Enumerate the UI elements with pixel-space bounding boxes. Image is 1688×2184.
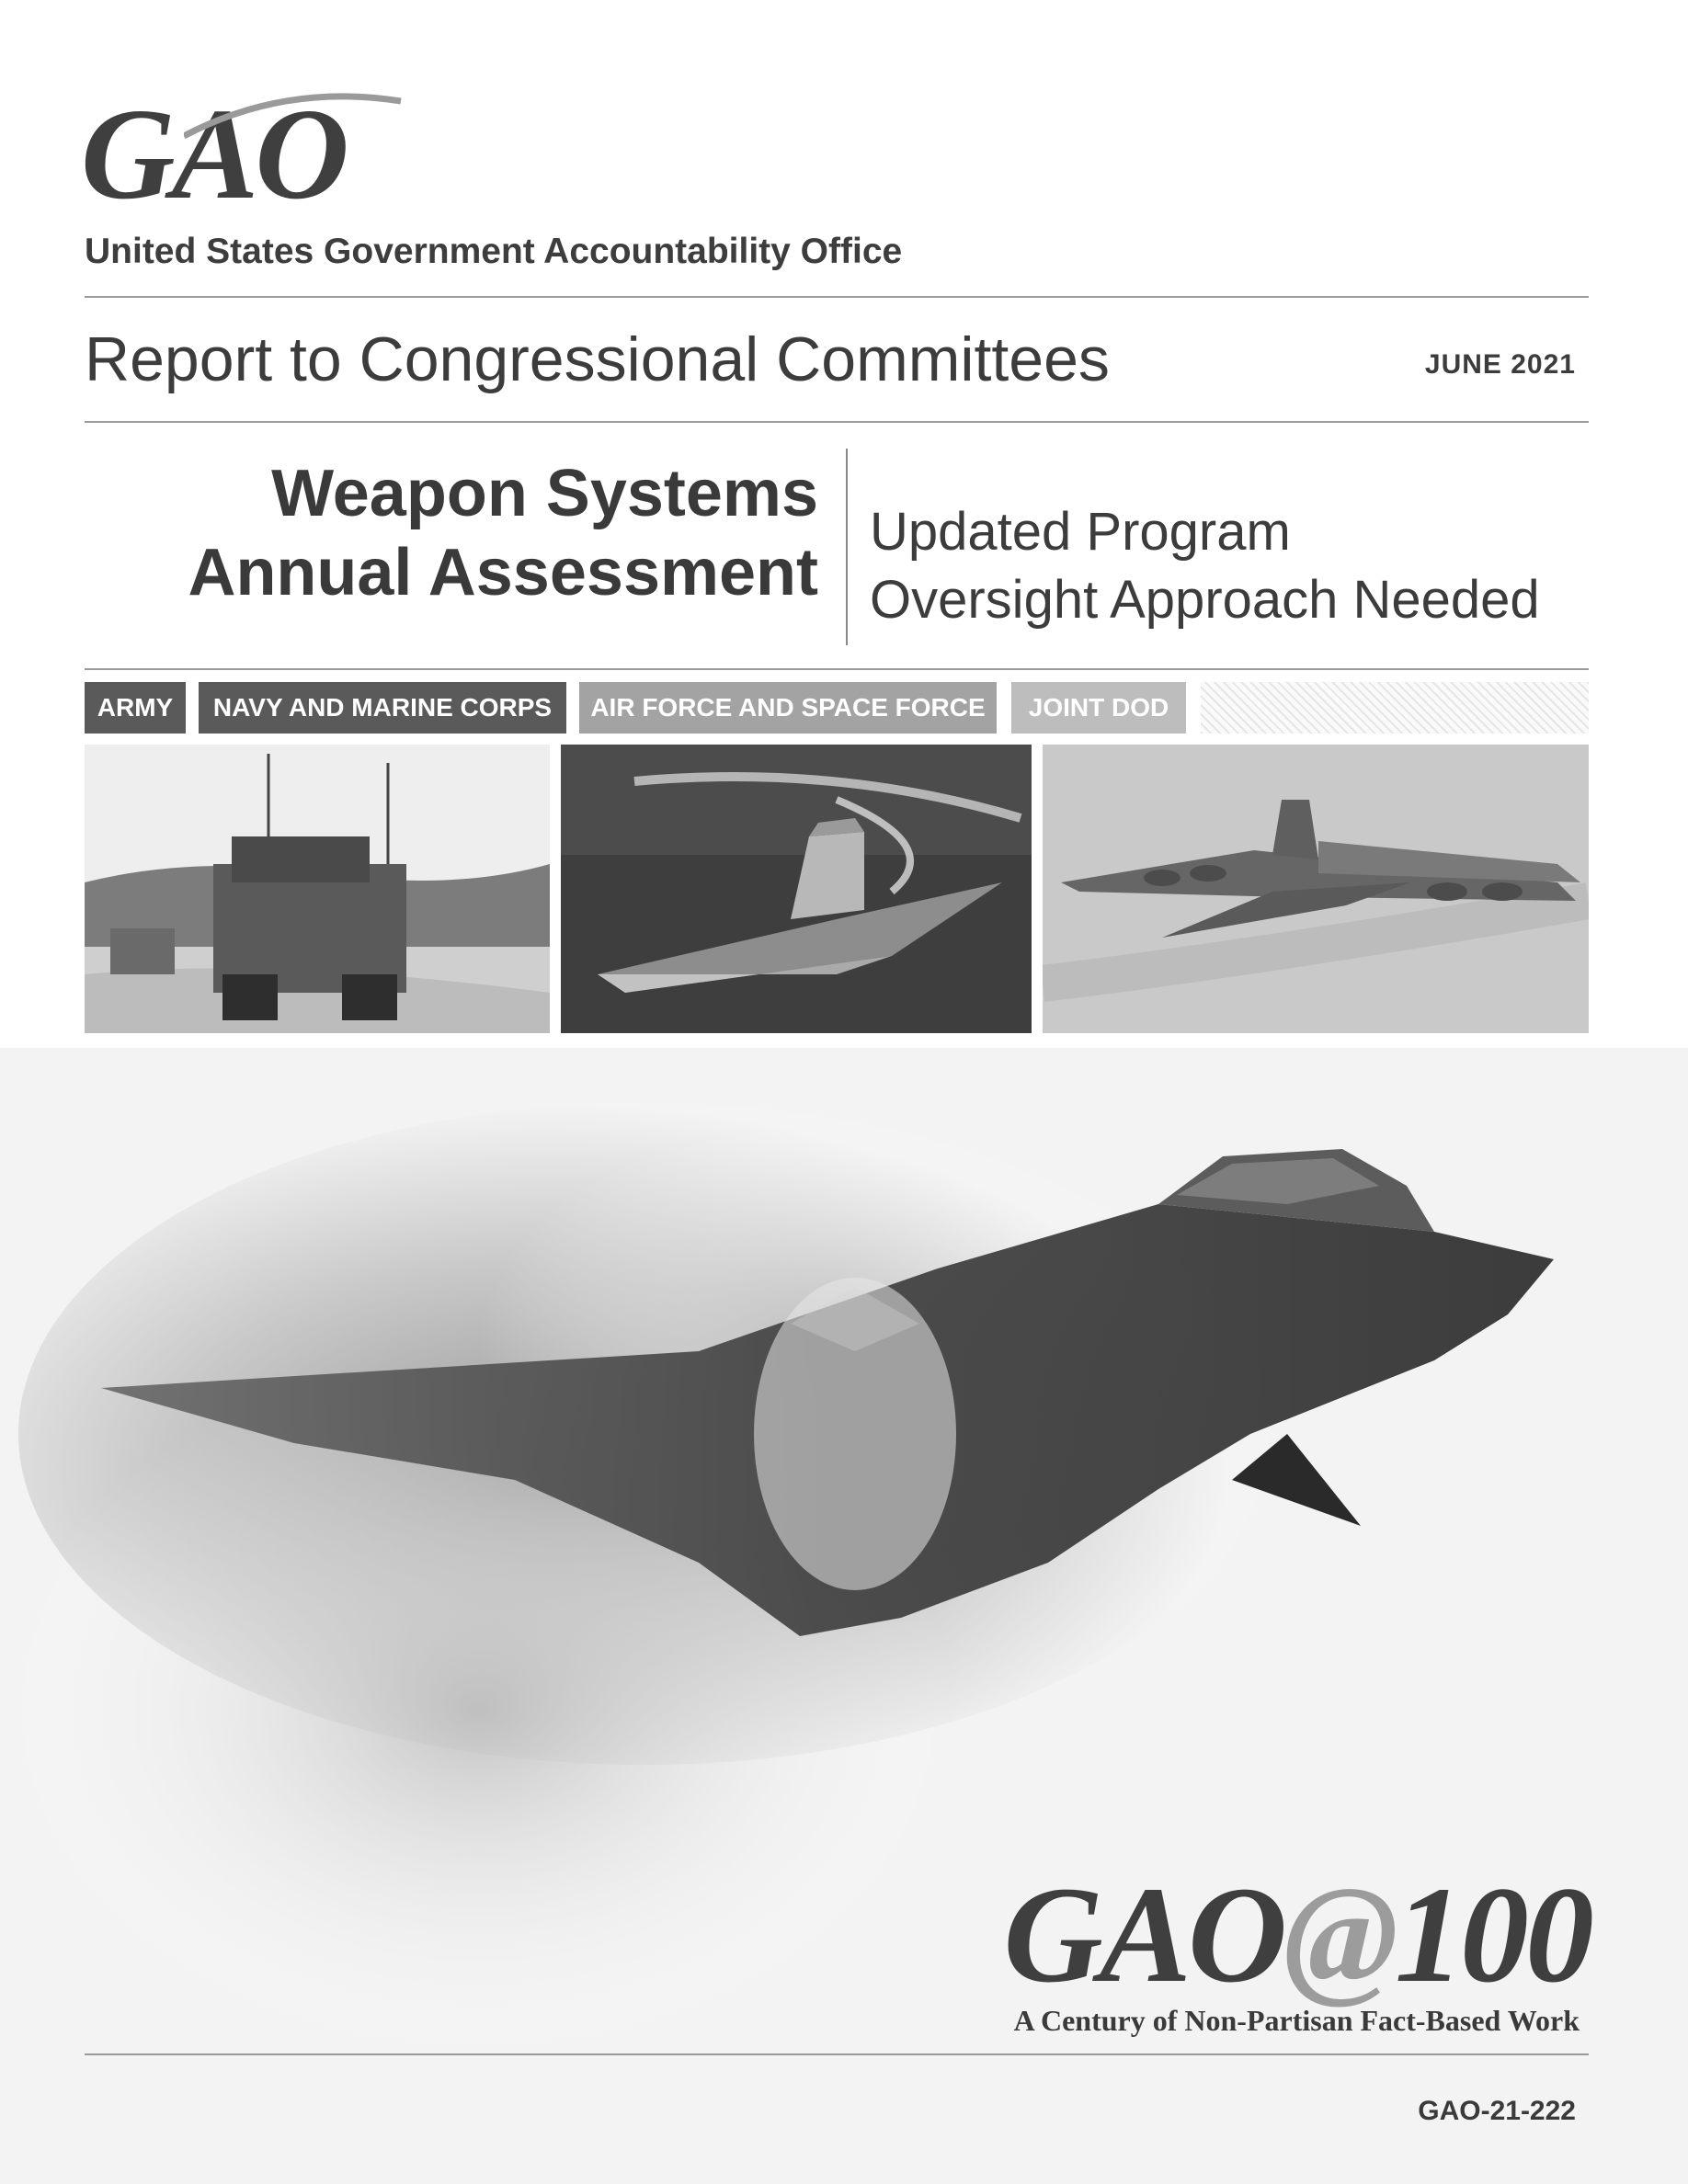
tag-navy-marine-corps: NAVY AND MARINE CORPS <box>199 682 566 734</box>
tag-joint-dod: JOINT DOD <box>1011 682 1186 734</box>
report-number: GAO-21-222 <box>1418 2096 1576 2126</box>
subtitle-line-1: Updated Program <box>870 502 1291 562</box>
report-label: Report to Congressional Committees <box>85 324 1110 394</box>
gao-logo: GAO <box>81 81 346 226</box>
tag-army: ARMY <box>85 682 186 734</box>
gao-100-logo <box>965 1859 1591 2011</box>
report-date: JUNE 2021 <box>1424 349 1576 380</box>
title-line-1: Weapon Systems <box>271 457 818 530</box>
organization-name: United States Government Accountability Office <box>85 232 903 271</box>
title-line-2: Annual Assessment <box>188 536 818 610</box>
army-vehicle-photo <box>85 745 550 1033</box>
report-subtitle <box>870 498 1540 634</box>
centennial-tagline: A Century of Non-Partisan Fact-Based Work <box>1013 2004 1580 2037</box>
gao-100-at: @ <box>1283 1859 1395 2011</box>
divider <box>85 421 1589 423</box>
title-divider <box>846 449 848 645</box>
logo-swoosh-icon <box>184 88 405 143</box>
subtitle-line-2: Oversight Approach Needed <box>870 570 1540 631</box>
gao-100-gao: GAO <box>1003 1859 1284 2011</box>
divider <box>85 2053 1589 2055</box>
navy-ship-photo <box>561 745 1032 1033</box>
report-title <box>28 454 818 613</box>
tag-air-force-space-force: AIR FORCE AND SPACE FORCE <box>579 682 997 734</box>
divider <box>85 668 1589 670</box>
gao-100-number: 100 <box>1395 1859 1591 2011</box>
bomber-aircraft-photo <box>1043 745 1589 1033</box>
divider <box>85 296 1589 298</box>
tag-bar-pattern <box>1201 682 1589 734</box>
